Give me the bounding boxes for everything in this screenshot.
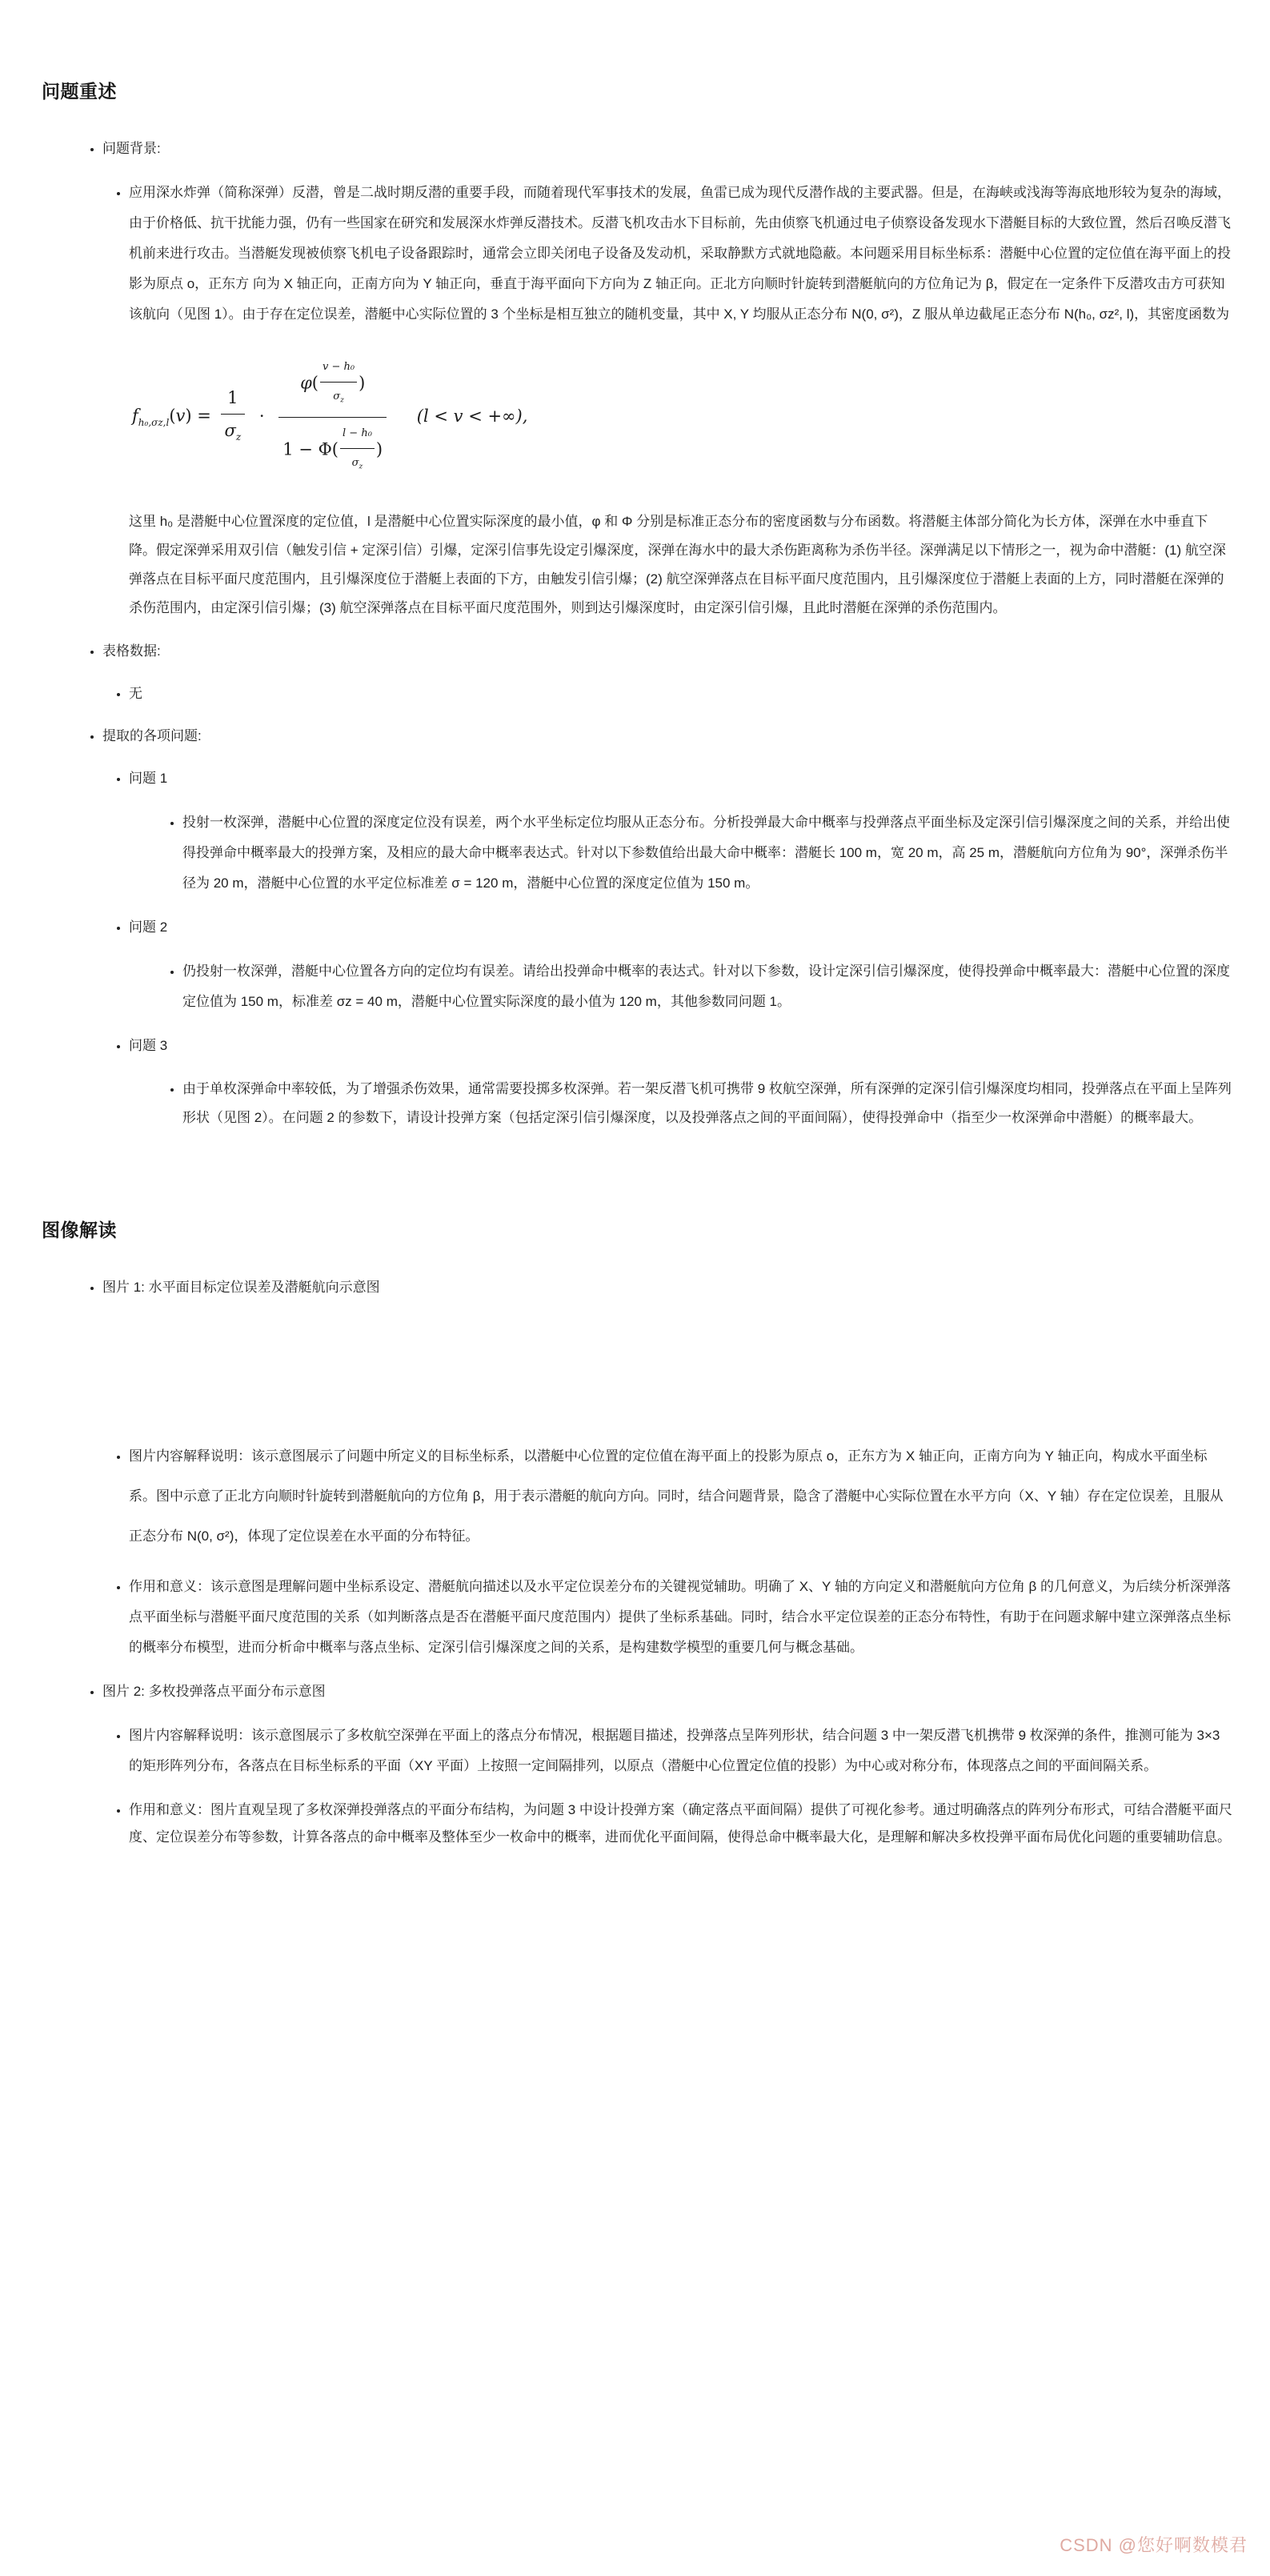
bullet-figure-1-role [129,1572,1232,1663]
bullet-figure-1 [102,1274,1232,1663]
paragraph-figure-1-description: • 图片内容解释说明：该示意图展示了问题中所定义的目标坐标系，以潜艇中心位置的定位值在海平面上的投影为原点 o，正东方为 X 轴正向，正南方向为 Y 轴正向，构成水平面坐标系。图中示意了正北方向顺时针旋转到潜艇航向的方位角 β，用于表示潜艇的航向方向。同时，结合问题背景，隐含了潜艇中心实际位置在水平方向（X、Y 轴）存在定位误差，且服从正态分布 N(0, σ²)，体现了定位误差在水平面的分布特征。 [129,1448,1224,1544]
bullet-extracted-questions [102,723,1232,1132]
bullet-background-paragraph [129,178,1232,623]
question-2-label: 问题 2 [129,919,168,935]
paragraph-hit-conditions: 这里 h₀ 是潜艇中心位置深度的定位值，l 是潜艇中心位置实际深度的最小值，φ 和 Φ 分别是标准正态分布的密度函数与分布函数。将潜艇主体部分简化为长方体，深弹在水中垂直下降。假定深弹采用双引信（触发引信 + 定深引信）引爆，定深引信事先设定引爆深度，深弹在海水中的最大杀伤距离称为杀伤半径。深弹满足以下情形之一，视为命中潜艇：(1) 航空深弹落点在目标平面尺度范围内，且引爆深度位于潜艇上表面的下方，由触发引信引爆；(2) 航空深弹落点在目标平面尺度范围内，且引爆深度位于潜艇上表面的上方，同时潜艇在深弹的杀伤范围内，由定深引信引爆；(3) 航空深弹落点在目标平面尺度范围外，则到达引爆深度时，由定深引信引爆，且此时潜艇在深弹的杀伤范围内。 [129,514,1226,616]
paragraph-question-2: • 仍投射一枚深弹，潜艇中心位置各方向的定位均有误差。请给出投弹命中概率的表达式。针对以下参数，设计定深引信引爆深度，使得投弹命中概率最大：潜艇中心位置的深度定位值为 150 m，标准差 σz = 40 m，潜艇中心位置实际深度的最小值为 120 m，其他参数同问题 1。 [182,963,1230,1010]
paragraph-figure-1-role: • 作用和意义：该示意图是理解问题中坐标系设定、潜艇航向描述以及水平定位误差分布的关键视觉辅助。明确了 X、Y 轴的方向定义和潜艇航向方位角 β 的几何意义，为后续分析深弹落点平面坐标与潜艇平面尺度范围的关系（如判断落点是否在潜艇平面尺度范围内）提供了坐标系基础。同时，结合水平定位误差的正态分布特性，有助于在问题求解中建立深弹落点坐标的概率分布模型，进而分析命中概率与落点坐标、定深引信引爆深度之间的关系，是构建数学模型的重要几何与概念基础。 [129,1579,1232,1656]
fraction-v-minus-h0-over-sigma-z: $\frac{\text{v − h₀}}{\sigma_z}$ [320,354,357,415]
extracted-questions-label: 提取的各项问题: [102,728,202,744]
bullet-question-3 [129,1032,1232,1132]
formula-lparen: ( [169,406,176,426]
bullet-question-1 [129,765,1232,899]
csdn-watermark: CSDN @您好啊数模君 [1060,2535,1248,2555]
paragraph-question-1: • 投射一枚深弹，潜艇中心位置的深度定位没有误差，两个水平坐标定位均服从正态分布。分析投弹最大命中概率与投弹落点平面坐标及定深引信引爆深度之间的关系，并给出使得投弹命中概率最大的投弹方案，及相应的最大命中概率表达式。针对以下参数值给出最大命中概率：潜艇长 100 m，宽 20 m，高 25 m，潜艇航向方位角为 90°，深弹杀伤半径为 20 m，潜艇中心位置的水平定位标准差 σ = 120 m，潜艇中心位置的深度定位值为 150 m。 [182,815,1230,891]
question-3-label: 问题 3 [129,1038,168,1054]
fraction-phi-over-one-minus-Phi: φ( $\frac{\text{v − h₀}}{\sigma_z}$ ) 1 − Φ( $\frac{\text{l − h₀}}{\sigma_z}$ ) [278,354,387,480]
table-data-label: 表格数据: [102,643,161,659]
problem-restatement-list [40,135,1232,1132]
formula-domain: (l < v < +∞), [416,406,528,426]
bullet-figure-2 [102,1678,1232,1851]
paragraph-figure-2-role: • 作用和意义：图片直观呈现了多枚深弹投弹落点的平面分布结构，为问题 3 中设计投弹方案（确定落点平面间隔）提供了可视化参考。通过明确落点的阵列分布形式，可结合潜艇平面尺度、定位误差分布等参数，计算各落点的命中概率及整体至少一枚命中的概率，进而优化平面间隔，使得总命中概率最大化，是理解和解决多枚投弹平面布局优化问题的重要辅助信息。 [129,1802,1232,1845]
bullet-question-2-text [182,956,1232,1017]
fraction-l-minus-h0-over-sigma-z: $\frac{\text{l − h₀}}{\sigma_z}$ [340,420,375,481]
bullet-table-none [129,680,1232,707]
bullet-question-2 [129,914,1232,1017]
figure-1-image-placeholder [102,1301,1232,1421]
section-heading-problem-restatement: 问题重述 [42,81,117,102]
question-1-label: 问题 1 [129,771,168,787]
formula-v: v [175,406,186,426]
bullet-problem-background [102,135,1232,623]
bullet-question-3-text [182,1075,1232,1132]
figure-1-label: 图片 1: 水平面目标定位误差及潜艇航向示意图 [102,1280,380,1296]
bullet-figure-2-role [129,1797,1232,1851]
section-heading-image-interpretation: 图像解读 [42,1220,117,1241]
image-interpretation-list [40,1274,1232,1851]
formula-f-subscript: h₀,σz,l [138,416,170,428]
paragraph-figure-2-description: • 图片内容解释说明：该示意图展示了多枚航空深弹在平面上的落点分布情况，根据题目描述，投弹落点呈阵列形状，结合问题 3 中一架反潜飞机携带 9 枚深弹的条件，推测可能为 3×3 的矩形阵列分布，各落点在目标坐标系的平面（XY 平面）上按照一定间隔排列，以原点（潜艇中心位置定位值的投影）为中心或对称分布，体现落点之间的平面间隔关系。 [129,1728,1220,1774]
bullet-question-1-text [182,807,1232,899]
formula-phi: φ [300,373,312,393]
table-none-value: 无 [129,686,142,702]
bullet-table-data [102,638,1232,707]
bullet-figure-1-description [129,1436,1232,1556]
paragraph-problem-background: • 应用深水炸弹（简称深弹）反潜，曾是二战时期反潜的重要手段，而随着现代军事技术的发展，鱼雷已成为现代反潜作战的主要武器。但是，在海峡或浅海等海底地形较为复杂的海域，由于价格低、抗干扰能力强，仍有一些国家在研究和发展深水炸弹反潜技术。反潜飞机攻击水下目标前，先由侦察飞机通过电子侦察设备发现水下潜艇目标的大致位置，然后召唤反潜飞机前来进行攻击。当潜艇发现被侦察飞机电子设备跟踪时，通常会立即关闭电子设备及发动机，采取静默方式就地隐蔽。本问题采用目标坐标系：潜艇中心位置的定位值在海平面上的投影为原点 o，正东方 向为 X 轴正向，正南方向为 Y 轴正向，垂直于海平面向下方向为 Z 轴正向。正北方向顺时针旋转到潜艇航向的方位角记为 β，假定在一定条件下反潜攻击方可获知该航向（见图 1）。由于存在定位误差，潜艇中心实际位置的 3 个坐标是相互独立的随机变量，其中 X, Y 均服从正态分布 N(0, σ²)，Z 服从单边截尾正态分布 N(h₀, σz², l)，其密度函数为 [129,185,1231,322]
problem-background-label: 问题背景: [102,141,161,156]
figure-2-label: 图片 2: 多枚投弹落点平面分布示意图 [102,1684,326,1700]
formula-rparen-equals: ) = [185,406,217,426]
formula-cdot: · [258,406,265,426]
bullet-figure-2-description [129,1721,1232,1781]
formula-f: f [132,406,138,426]
fraction-one-over-sigma-z: $\frac{1}{\sigma_z}$ [221,384,246,451]
formula-one-minus-Phi: 1 − Φ [282,439,332,459]
paragraph-question-3: • 由于单枚深弹命中率较低，为了增强杀伤效果，通常需要投掷多枚深弹。若一架反潜飞机可携带 9 枚航空深弹，所有深弹的定深引信引爆深度均相同，投弹落点在平面上呈阵列形状（见图 2）。在问题 2 的参数下，请设计投弹方案（包括定深引信引爆深度，以及投弹落点之间的平面间隔），使得投弹命中（指至少一枚深弹命中潜艇）的概率最大。 [182,1081,1232,1126]
density-function-formula [132,354,1232,480]
